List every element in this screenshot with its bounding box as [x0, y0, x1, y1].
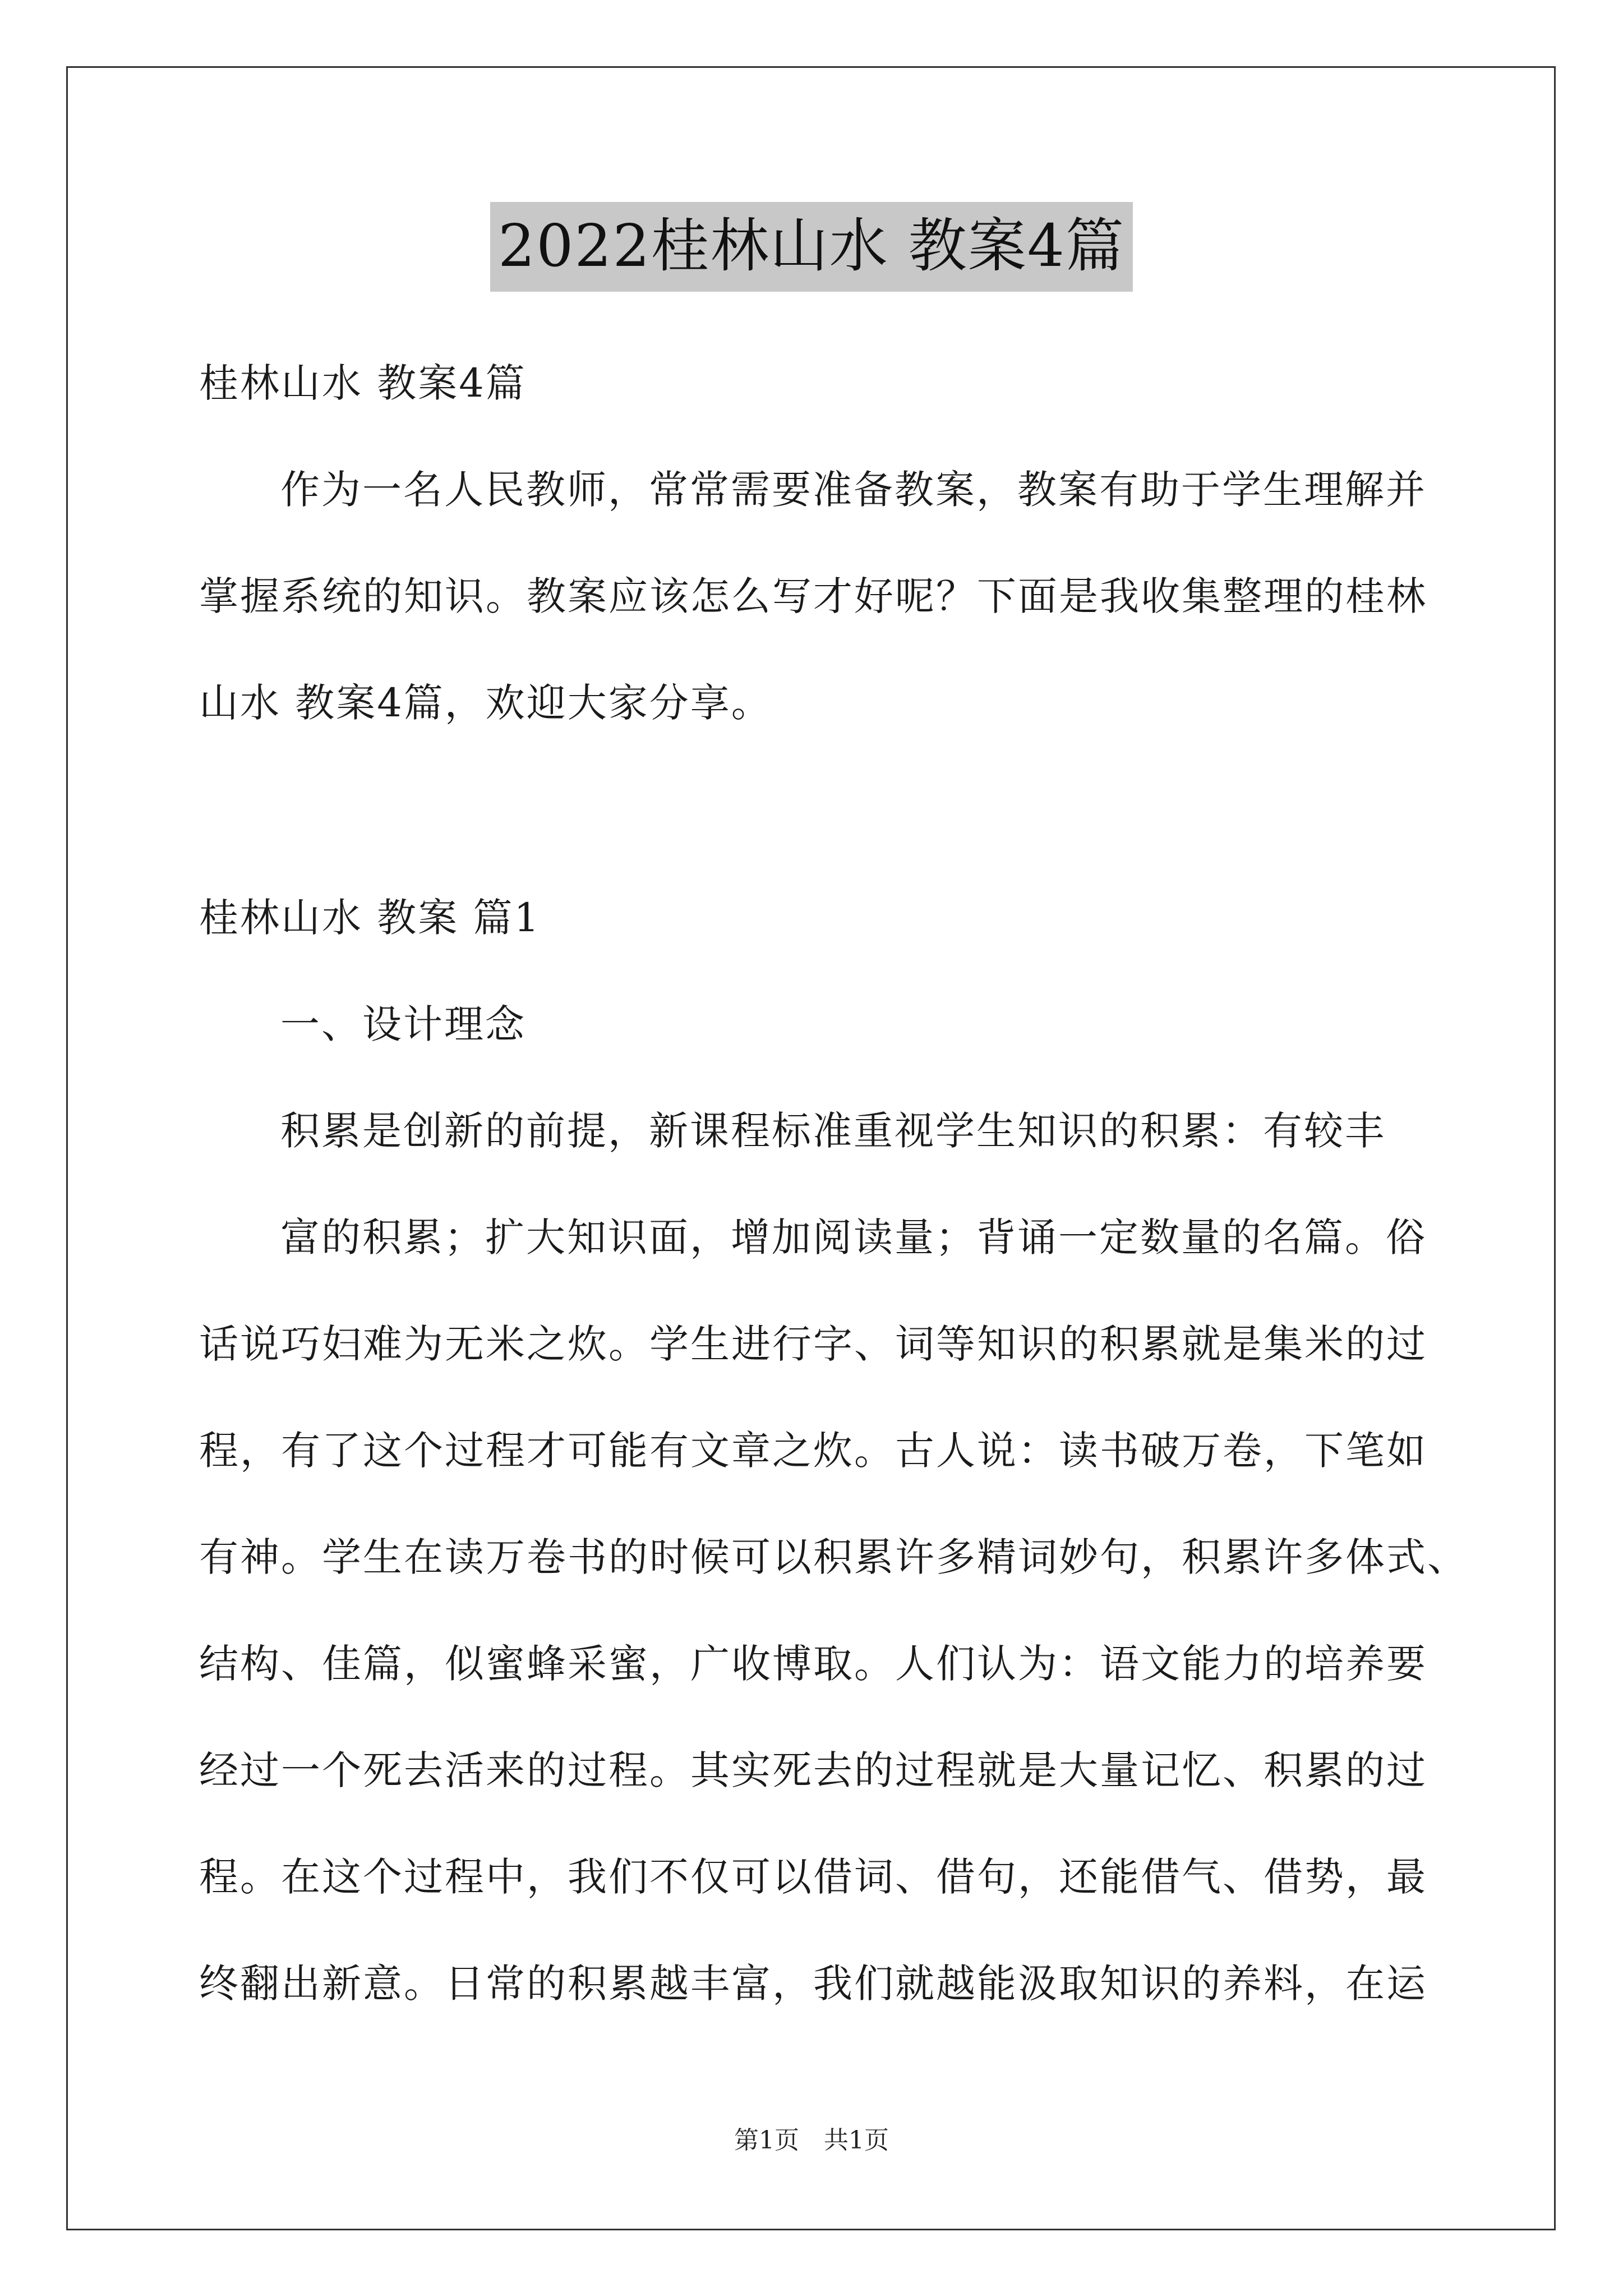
body-line-1: 积累是创新的前提，新课程标准重视学生知识的积累：有较丰 [280, 1108, 1386, 1154]
body-line-5: 有神。学生在读万卷书的时候可以积累许多精词妙句，积累许多体式、 [199, 1534, 1468, 1580]
body-line-6: 结构、佳篇，似蜜蜂采蜜，广收博取。人们认为：语文能力的培养要 [199, 1641, 1427, 1687]
document-title: 2022桂林山水 教案4篇 [490, 202, 1133, 292]
intro-line-3: 山水 教案4篇，欢迎大家分享。 [199, 680, 772, 726]
intro-line-1: 作为一名人民教师，常常需要准备教案，教案有助于学生理解并 [280, 467, 1427, 513]
document-subtitle: 桂林山水 教案4篇 [199, 360, 527, 406]
intro-line-2: 掌握系统的知识。教案应该怎么写才好呢？下面是我收集整理的桂林 [199, 573, 1427, 619]
title-container [0, 202, 1623, 292]
body-line-2: 富的积累；扩大知识面，增加阅读量；背诵一定数量的名篇。俗 [280, 1214, 1427, 1260]
body-line-8: 程。在这个过程中，我们不仅可以借词、借句，还能借气、借势，最 [199, 1854, 1427, 1900]
subsection-heading: 一、设计理念 [280, 1001, 526, 1047]
page-footer: 第1页 共1页 [734, 2126, 889, 2155]
body-line-3: 话说巧妇难为无米之炊。学生进行字、词等知识的积累就是集米的过 [199, 1321, 1427, 1367]
body-line-9: 终翻出新意。日常的积累越丰富，我们就越能汲取知识的养料，在运 [199, 1961, 1427, 2007]
body-line-7: 经过一个死去活来的过程。其实死去的过程就是大量记忆、积累的过 [199, 1747, 1427, 1793]
body-line-4: 程，有了这个过程才可能有文章之炊。古人说：读书破万卷，下笔如 [199, 1428, 1427, 1474]
section-heading: 桂林山水 教案 篇1 [199, 895, 541, 941]
